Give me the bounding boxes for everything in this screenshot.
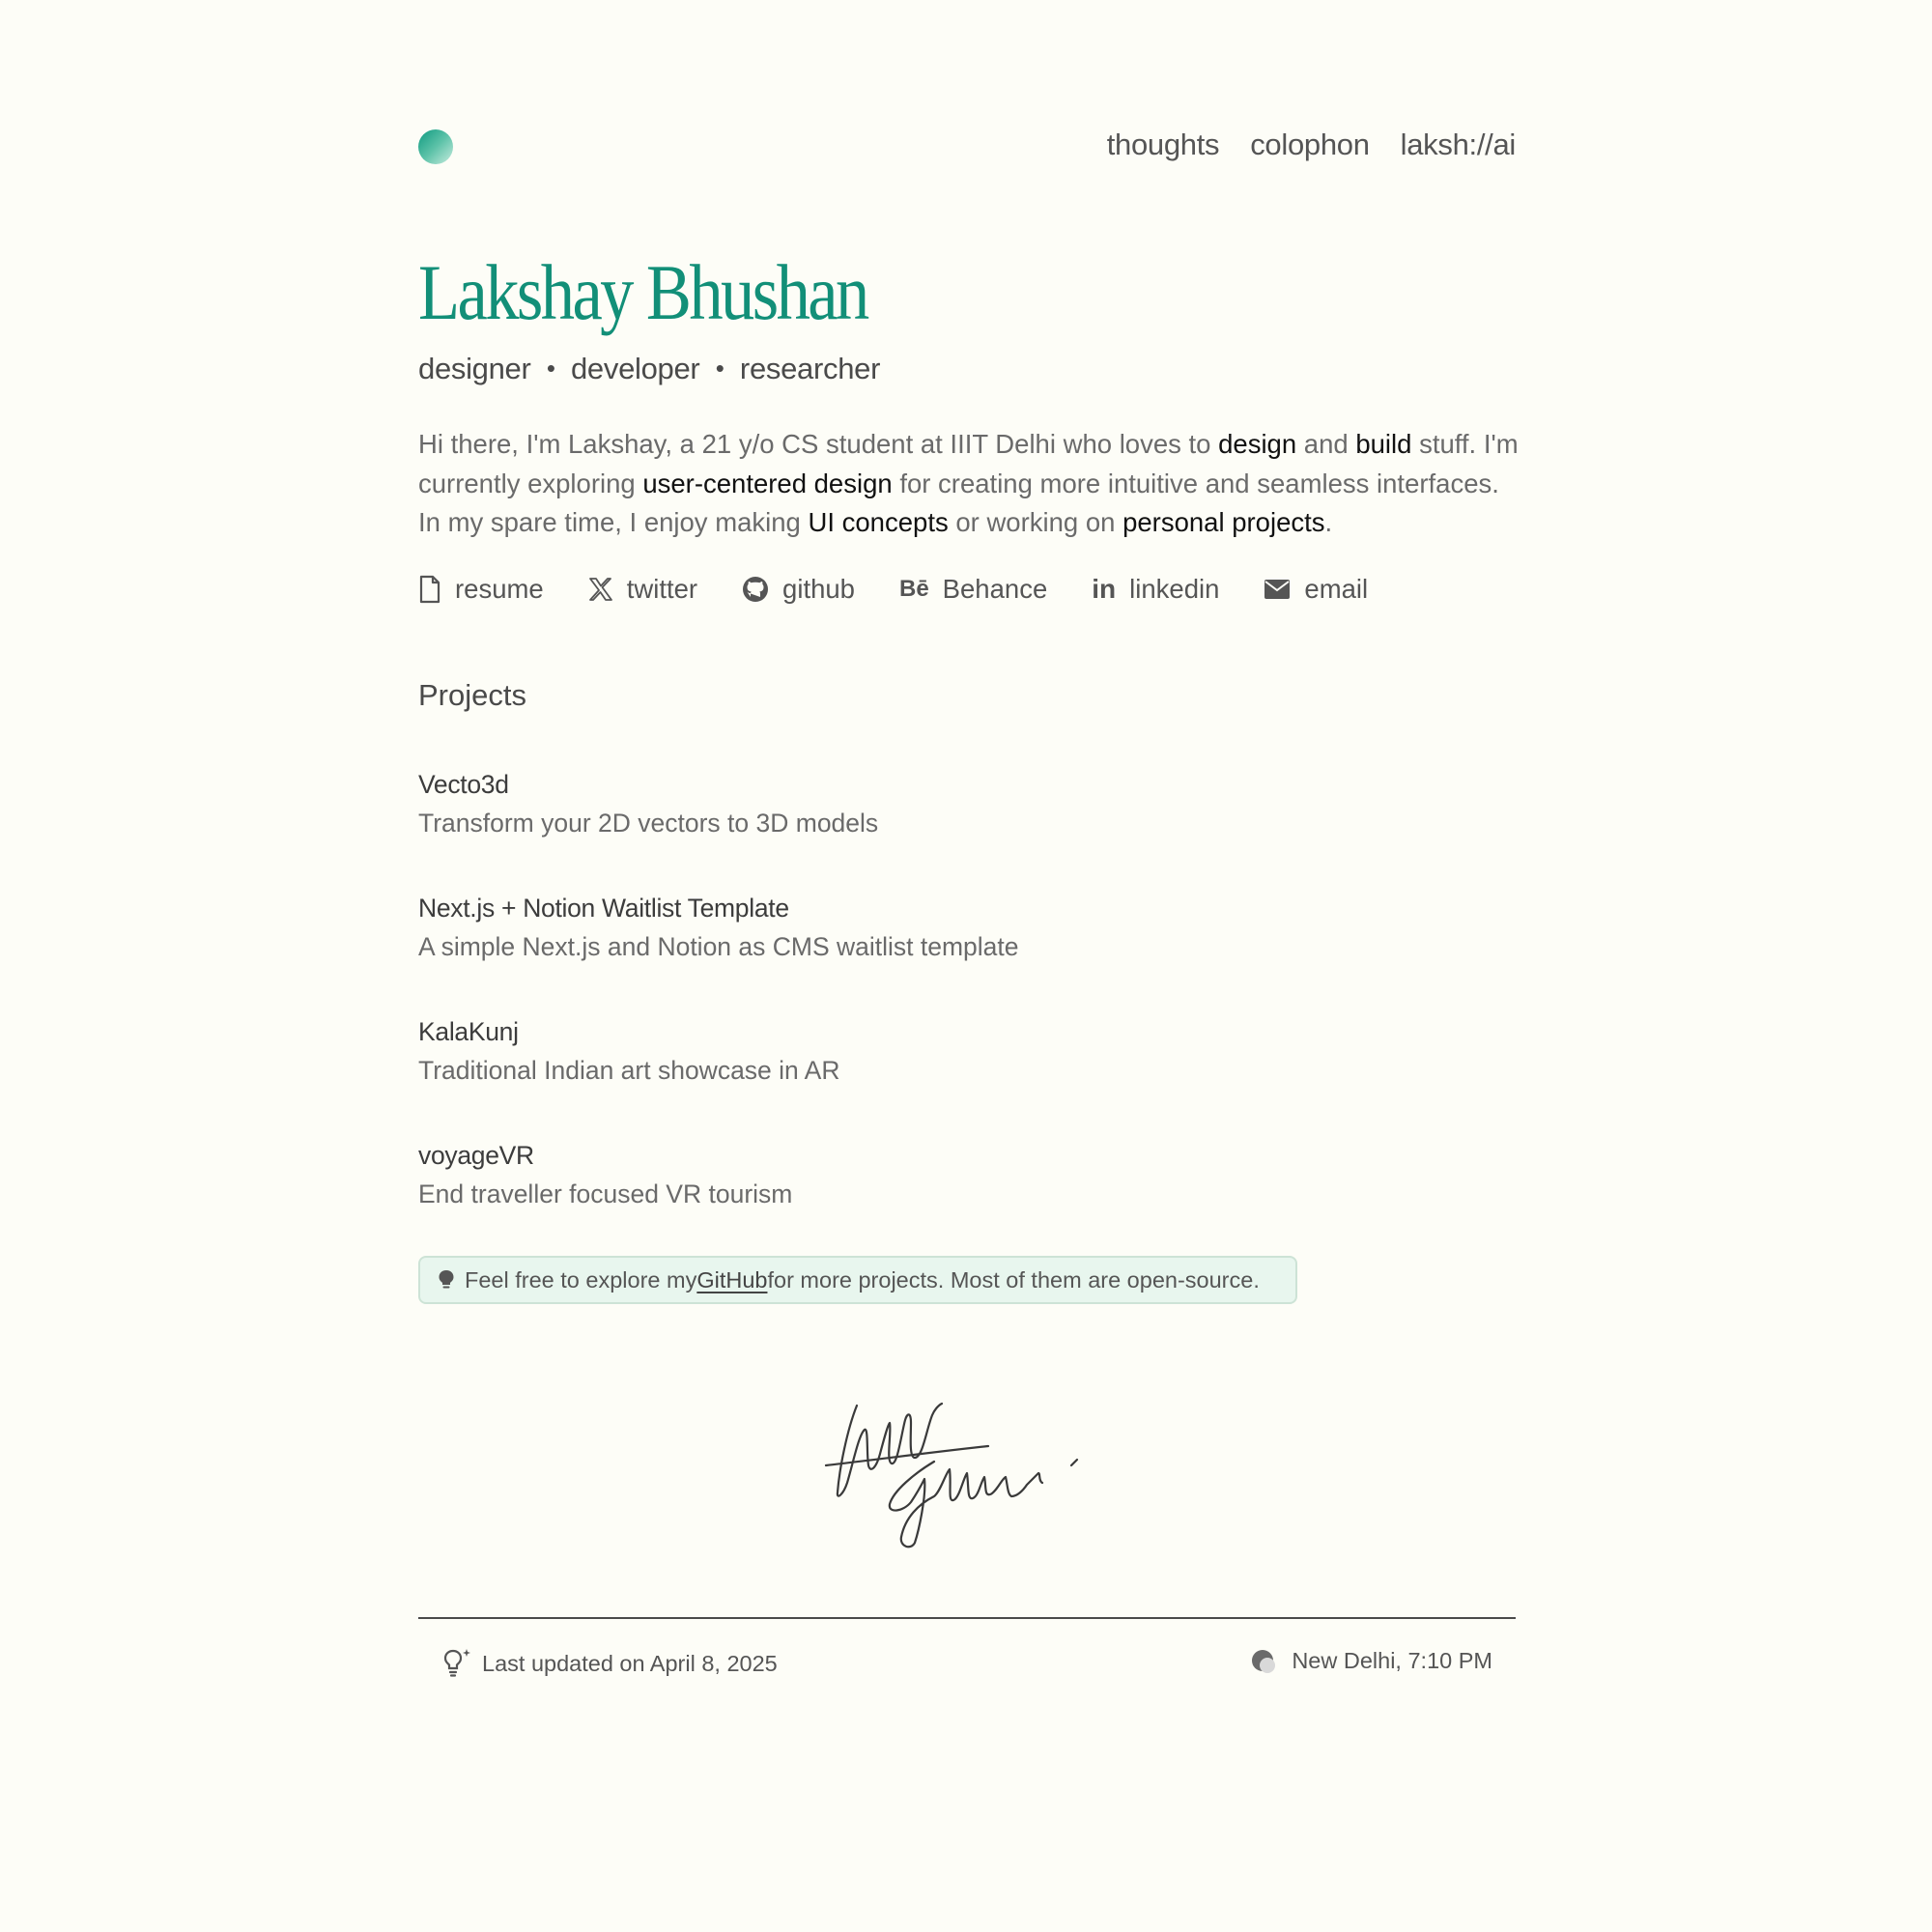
signature-image [818,1377,1127,1550]
project-description: Transform your 2D vectors to 3D models [418,809,879,838]
role-developer: developer [570,352,700,385]
bio-text: and [1296,429,1356,459]
linkedin-link[interactable] [1092,574,1219,605]
social-links [418,574,1412,605]
logo-orb[interactable] [418,129,453,164]
site-header [418,128,1516,170]
twitter-link[interactable] [588,574,697,605]
project-name[interactable]: voyageVR [418,1141,534,1170]
role-separator: • [546,354,555,383]
role-researcher: researcher [739,352,881,385]
project-item[interactable] [418,1138,792,1215]
bio-highlight-personal-projects: personal projects [1122,507,1325,537]
github-link[interactable] [742,574,855,605]
lightbulb-icon [438,1269,455,1291]
bio-text: for creating more intuitive and seamless interfaces. In my spare time, I enjoy making [418,468,1499,537]
moon-icon [1251,1649,1276,1674]
bio-highlight-build: build [1355,429,1412,459]
role-designer: designer [418,352,531,385]
nav-laksh-ai[interactable]: laksh://ai [1400,128,1516,161]
project-description: Traditional Indian art showcase in AR [418,1056,840,1085]
bio-text: . [1324,507,1333,537]
github-tip-callout [418,1256,1297,1304]
project-name[interactable]: KalaKunj [418,1017,519,1046]
project-item[interactable] [418,767,878,844]
location-time [1251,1648,1492,1674]
bio-highlight-ui-concepts: UI concepts [808,507,949,537]
last-updated [441,1648,778,1679]
bio-text: or working on [948,507,1123,537]
last-updated-text: Last updated on April 8, 2025 [482,1650,778,1676]
file-icon [418,575,441,604]
nav-thoughts[interactable]: thoughts [1106,128,1220,161]
github-icon [742,576,769,603]
email-link-label: email [1304,574,1369,604]
linkedin-link-label: linkedin [1129,574,1220,604]
project-description: End traveller focused VR tourism [418,1179,793,1208]
project-name[interactable]: Vecto3d [418,770,509,799]
roles-line [418,352,880,386]
behance-link[interactable] [899,574,1047,605]
location-time-text: New Delhi, 7:10 PM [1292,1648,1492,1673]
bio-text: Hi there, I'm Lakshay, a 21 y/o CS student at IIIT Delhi who loves to [418,429,1219,459]
bio-highlight-design: design [1218,429,1297,459]
projects-heading: Projects [418,678,526,712]
page-title: Lakshay Bhushan [418,248,867,336]
resume-link-label: resume [455,574,544,604]
envelope-icon [1264,579,1291,600]
lightbulb-sparkle-icon [441,1648,472,1679]
github-tip-link[interactable]: GitHub [696,1266,768,1293]
linkedin-icon: in [1092,574,1117,604]
project-item[interactable] [418,891,1019,968]
project-name[interactable]: Next.js + Notion Waitlist Template [418,894,789,923]
x-icon [588,577,613,602]
project-description: A simple Next.js and Notion as CMS waitlist template [418,932,1019,961]
github-link-label: github [782,574,855,604]
behance-icon: Bē [898,576,929,602]
bio-highlight-ucd: user-centered design [642,468,893,498]
footer-divider [418,1617,1516,1619]
project-item[interactable] [418,1014,840,1092]
resume-link[interactable] [418,574,544,605]
behance-link-label: Behance [942,574,1048,604]
nav-colophon[interactable]: colophon [1250,128,1370,161]
tip-text: for more projects. Most of them are open-source. [767,1266,1260,1293]
tip-text: Feel free to explore my [465,1266,697,1293]
email-link[interactable] [1264,574,1368,605]
bio-paragraph [418,425,1520,543]
role-separator: • [715,354,724,383]
twitter-link-label: twitter [626,574,698,604]
top-nav [1107,128,1516,162]
bio-text: stuff. I'm currently exploring [418,429,1519,498]
